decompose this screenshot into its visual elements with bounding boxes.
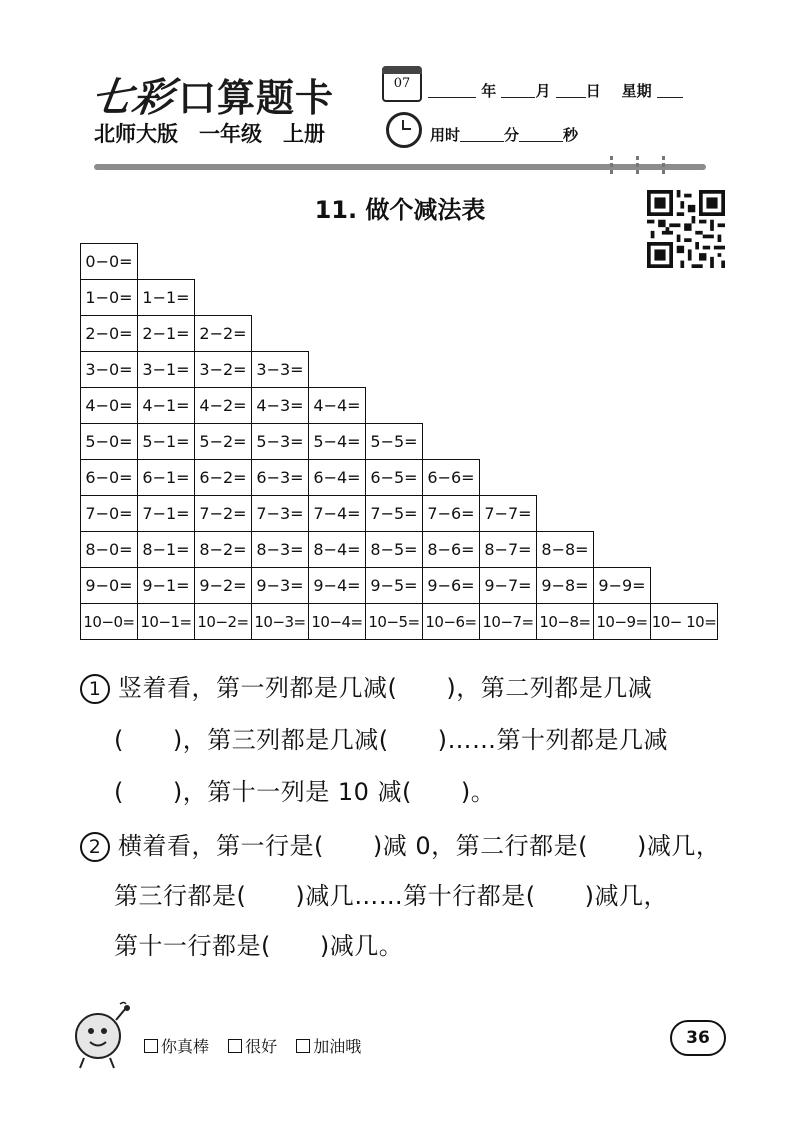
question-2-line-1 <box>80 826 720 862</box>
table-cell[interactable]: 8−5= <box>365 531 423 568</box>
table-cell[interactable]: 3−2= <box>194 351 252 388</box>
table-cell[interactable]: 9−0= <box>80 567 138 604</box>
table-row <box>80 244 718 280</box>
checkbox-icon[interactable] <box>144 1039 158 1053</box>
date-line <box>428 80 683 101</box>
table-cell[interactable]: 9−5= <box>365 567 423 604</box>
table-cell[interactable]: 5−5= <box>365 423 423 460</box>
table-cell[interactable]: 9−2= <box>194 567 252 604</box>
table-row <box>80 316 718 352</box>
table-cell[interactable]: 2−2= <box>194 315 252 352</box>
table-cell[interactable]: 10− 10= <box>650 603 718 640</box>
question-2-line-2: 第三行都是( )减几……第十行都是( )减几， <box>114 882 668 910</box>
table-cell[interactable]: 4−1= <box>137 387 195 424</box>
table-cell[interactable]: 7−4= <box>308 495 366 532</box>
table-cell[interactable]: 1−0= <box>80 279 138 316</box>
table-cell[interactable]: 8−4= <box>308 531 366 568</box>
table-cell[interactable]: 6−1= <box>137 459 195 496</box>
table-cell[interactable]: 7−1= <box>137 495 195 532</box>
table-cell[interactable]: 7−0= <box>80 495 138 532</box>
question-number: 1 <box>80 674 110 704</box>
table-cell[interactable]: 6−3= <box>251 459 309 496</box>
table-cell[interactable]: 4−0= <box>80 387 138 424</box>
table-cell[interactable]: 10−3= <box>251 603 309 640</box>
table-cell[interactable]: 10−7= <box>479 603 537 640</box>
page-number: 36 <box>670 1020 726 1056</box>
question-1-line-1 <box>80 668 652 704</box>
divider-peg <box>610 156 613 180</box>
subtraction-table <box>80 244 718 640</box>
praise-options <box>144 1034 375 1057</box>
question-1-line-3: ( )，第十一列是 10 减( )。 <box>114 778 496 806</box>
table-cell[interactable]: 1−1= <box>137 279 195 316</box>
brand-title <box>88 66 335 123</box>
table-cell[interactable]: 7−6= <box>422 495 480 532</box>
day-blank[interactable] <box>556 83 586 98</box>
seconds-label: 秒 <box>563 126 579 144</box>
table-cell[interactable]: 9−8= <box>536 567 594 604</box>
table-cell[interactable]: 10−2= <box>194 603 252 640</box>
divider-peg <box>636 156 639 180</box>
table-cell[interactable]: 3−3= <box>251 351 309 388</box>
table-cell[interactable]: 7−5= <box>365 495 423 532</box>
table-cell[interactable]: 10−4= <box>308 603 366 640</box>
table-cell[interactable]: 5−0= <box>80 423 138 460</box>
table-cell[interactable]: 7−7= <box>479 495 537 532</box>
table-cell[interactable]: 3−0= <box>80 351 138 388</box>
time-used-label: 用时 <box>430 126 461 144</box>
checkbox-icon[interactable] <box>228 1039 242 1053</box>
brand-rest: 口算题卡 <box>178 76 335 120</box>
brand-char-qi: 七 <box>88 75 136 121</box>
table-cell[interactable]: 9−4= <box>308 567 366 604</box>
table-row <box>80 460 718 496</box>
table-cell[interactable]: 9−6= <box>422 567 480 604</box>
divider-peg <box>662 156 665 180</box>
table-cell[interactable]: 10−5= <box>365 603 423 640</box>
praise-option-keep-going[interactable]: 加油哦 <box>296 1037 361 1056</box>
table-cell[interactable]: 0−0= <box>80 243 138 280</box>
table-row <box>80 568 718 604</box>
table-cell[interactable]: 9−3= <box>251 567 309 604</box>
table-cell[interactable]: 8−8= <box>536 531 594 568</box>
table-row <box>80 280 718 316</box>
table-cell[interactable]: 7−3= <box>251 495 309 532</box>
table-cell[interactable]: 2−0= <box>80 315 138 352</box>
month-blank[interactable] <box>501 83 535 98</box>
table-cell[interactable]: 5−3= <box>251 423 309 460</box>
table-cell[interactable]: 10−9= <box>593 603 651 640</box>
weekday-label: 星期 <box>621 82 652 100</box>
table-cell[interactable]: 9−1= <box>137 567 195 604</box>
brand-char-cai: 彩 <box>129 75 177 121</box>
table-row <box>80 388 718 424</box>
table-cell[interactable]: 10−8= <box>536 603 594 640</box>
table-cell[interactable]: 8−0= <box>80 531 138 568</box>
calendar-icon <box>382 66 422 102</box>
minutes-blank[interactable] <box>460 127 504 142</box>
table-cell[interactable]: 6−0= <box>80 459 138 496</box>
minutes-label: 分 <box>504 126 520 144</box>
edition-label: 北师大版 一年级 上册 <box>94 122 325 146</box>
table-cell[interactable]: 6−4= <box>308 459 366 496</box>
calendar-number: 07 <box>393 76 411 91</box>
weekday-blank[interactable] <box>657 83 683 98</box>
table-cell[interactable]: 6−2= <box>194 459 252 496</box>
table-cell[interactable]: 8−6= <box>422 531 480 568</box>
praise-option-good[interactable]: 很好 <box>228 1037 277 1056</box>
checkbox-icon[interactable] <box>296 1039 310 1053</box>
table-row <box>80 604 718 640</box>
month-label: 月 <box>535 82 551 100</box>
question-number: 2 <box>80 832 110 862</box>
table-cell[interactable]: 5−2= <box>194 423 252 460</box>
table-cell[interactable]: 10−6= <box>422 603 480 640</box>
table-cell[interactable]: 7−2= <box>194 495 252 532</box>
praise-option-great[interactable]: 你真棒 <box>144 1037 209 1056</box>
table-cell[interactable]: 10−0= <box>80 603 138 640</box>
table-cell[interactable]: 8−3= <box>251 531 309 568</box>
table-cell[interactable]: 8−7= <box>479 531 537 568</box>
table-cell[interactable]: 9−7= <box>479 567 537 604</box>
header-divider <box>94 164 706 170</box>
day-label: 日 <box>585 82 601 100</box>
question-text: 横着看，第一行是( )减 0，第二行都是( )减几， <box>118 832 721 860</box>
table-cell[interactable]: 5−4= <box>308 423 366 460</box>
table-cell[interactable]: 5−1= <box>137 423 195 460</box>
table-row <box>80 532 718 568</box>
page-title: 11. 做个减法表 <box>314 196 486 224</box>
table-cell[interactable]: 8−1= <box>137 531 195 568</box>
question-text: 竖着看，第一列都是几减( )，第二列都是几减 <box>118 674 653 702</box>
table-row <box>80 496 718 532</box>
table-row <box>80 352 718 388</box>
clock-icon <box>386 112 422 148</box>
table-cell[interactable]: 4−3= <box>251 387 309 424</box>
question-1-line-2: ( )，第三列都是几减( )……第十列都是几减 <box>114 726 668 754</box>
table-cell[interactable]: 10−1= <box>137 603 195 640</box>
question-2-line-3: 第十一行都是( )减几。 <box>114 932 404 960</box>
seconds-blank[interactable] <box>519 127 563 142</box>
year-label: 年 <box>481 82 497 100</box>
table-row <box>80 424 718 460</box>
mascot-icon <box>70 1000 134 1070</box>
time-line <box>430 124 578 145</box>
year-blank[interactable] <box>428 83 476 98</box>
table-cell[interactable]: 9−9= <box>593 567 651 604</box>
table-cell[interactable]: 4−2= <box>194 387 252 424</box>
table-cell[interactable]: 6−5= <box>365 459 423 496</box>
table-cell[interactable]: 6−6= <box>422 459 480 496</box>
table-cell[interactable]: 3−1= <box>137 351 195 388</box>
table-cell[interactable]: 4−4= <box>308 387 366 424</box>
table-cell[interactable]: 8−2= <box>194 531 252 568</box>
table-cell[interactable]: 2−1= <box>137 315 195 352</box>
